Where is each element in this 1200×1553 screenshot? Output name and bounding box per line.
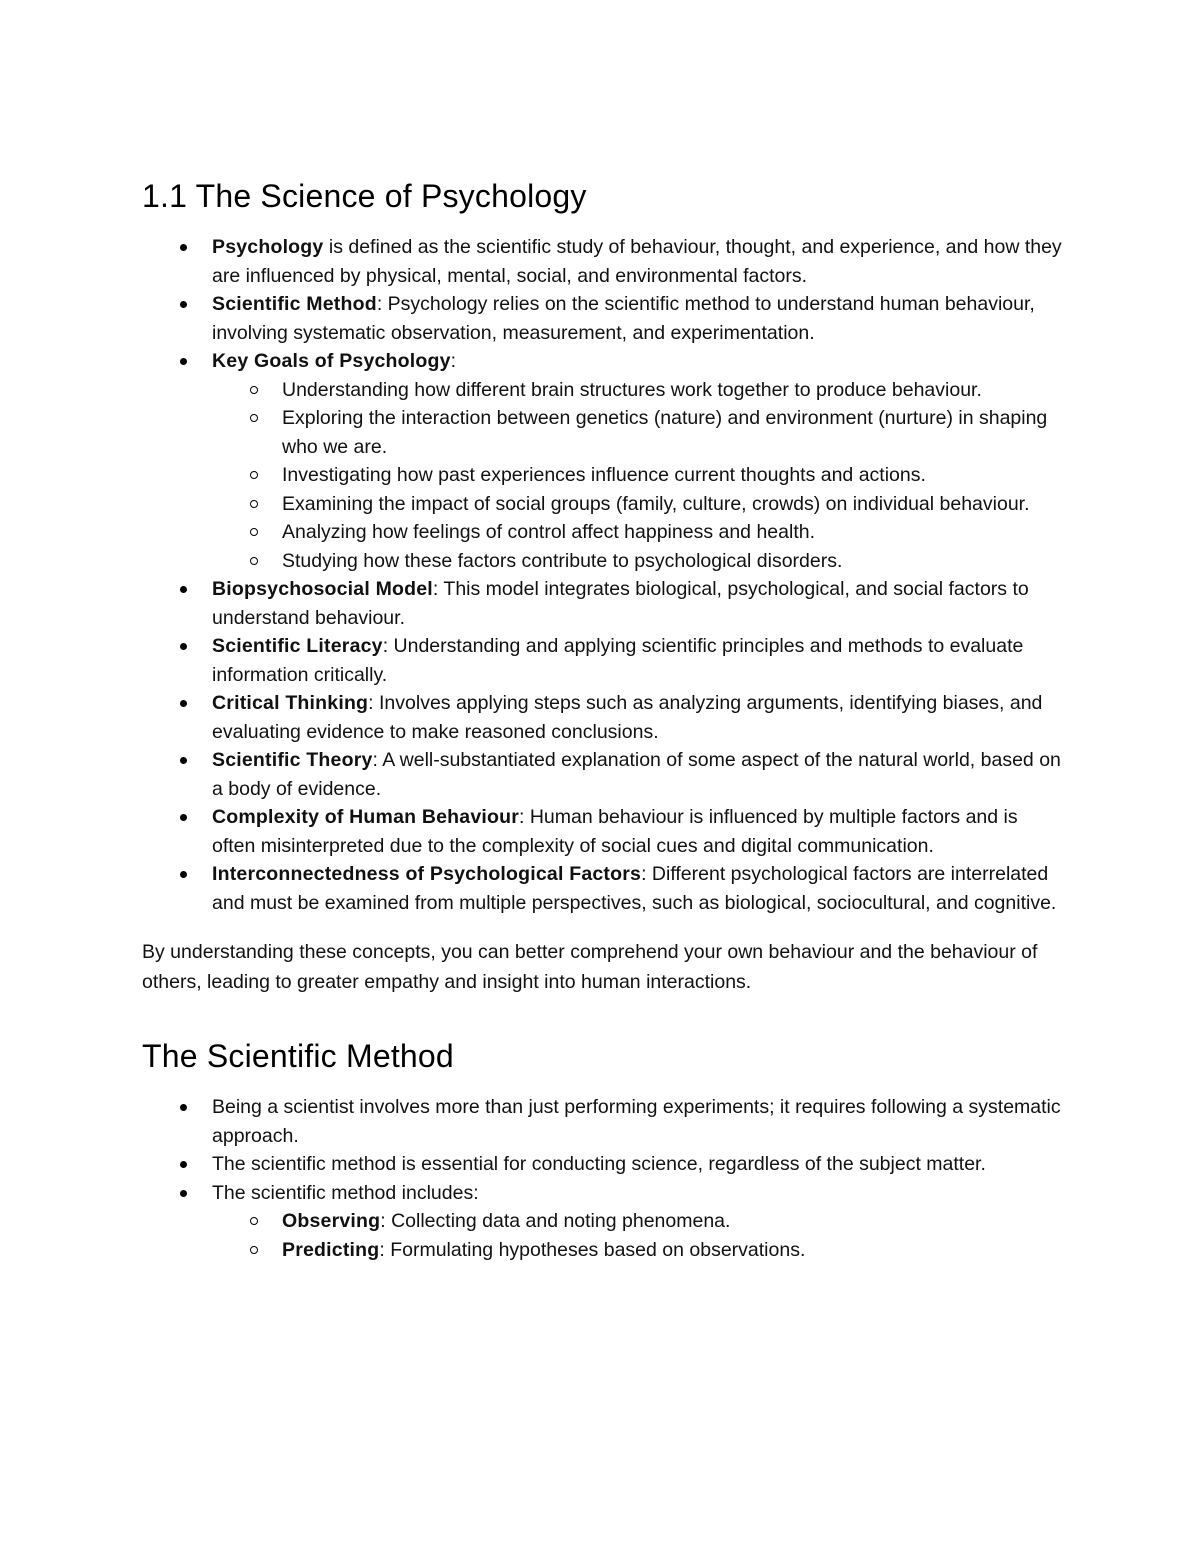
definition: : Psychology relies on the scientific method to understand human behaviour, involving systematic observation, measurement, and experimentation.	[212, 293, 1035, 344]
sub-list-item: Investigating how past experiences influence current thoughts and actions.	[212, 461, 1062, 490]
bullet-list	[142, 1093, 1062, 1264]
definition: : Formulating hypotheses based on observations.	[379, 1238, 806, 1261]
sub-list-item: Examining the impact of social groups (family, culture, crowds) on individual behaviour.	[212, 490, 1062, 519]
term: Scientific Literacy	[212, 635, 383, 657]
list-item	[142, 290, 1062, 347]
list-item	[142, 689, 1062, 746]
definition: : Human behaviour is influenced by multiple factors and is often misinterpreted due to the complexity of social cues and digital communication.	[212, 806, 1018, 857]
section-heading: The Scientific Method	[142, 1038, 454, 1074]
term: Psychology	[212, 236, 324, 258]
definition: is defined as the scientific study of behaviour, thought, and experience, and how they are influenced by physical, mental, social, and environmental factors.	[212, 236, 1062, 287]
conclusion-paragraph: By understanding these concepts, you can better comprehend your own behaviour and the behaviour of others, leading to greater empathy and insight into human interactions.	[142, 941, 1038, 993]
sub-list-item	[212, 1207, 1062, 1236]
definition: : A well-substantiated explanation of some aspect of the natural world, based on a body of evidence.	[212, 749, 1061, 800]
term: Critical Thinking	[212, 692, 369, 714]
document-page	[142, 172, 1062, 1264]
bullet-list	[142, 233, 1062, 917]
list-item	[142, 575, 1062, 632]
term: Key Goals of Psychology	[212, 350, 451, 372]
section-heading: 1.1 The Science of Psychology	[142, 178, 587, 214]
sub-list-item: Understanding how different brain structures work together to produce behaviour.	[212, 376, 1062, 405]
list-item	[142, 860, 1062, 917]
list-item	[142, 233, 1062, 290]
list-item	[142, 347, 1062, 575]
definition: : Understanding and applying scientific principles and methods to evaluate information critically.	[212, 635, 1024, 686]
term: Observing	[282, 1210, 381, 1232]
list-item	[142, 803, 1062, 860]
term: Interconnectedness of Psychological Factors	[212, 863, 642, 885]
list-item	[142, 746, 1062, 803]
term: Scientific Theory	[212, 749, 373, 771]
definition: : Involves applying steps such as analyzing arguments, identifying biases, and evaluating evidence to make reasoned conclusions.	[212, 692, 1043, 743]
sub-list-item: Analyzing how feelings of control affect happiness and health.	[212, 518, 1062, 547]
list-item: The scientific method is essential for conducting science, regardless of the subject matter.	[142, 1150, 1062, 1179]
list-item-text: The scientific method includes:	[212, 1181, 479, 1204]
definition: :	[450, 350, 457, 372]
definition: : Different psychological factors are interrelated and must be examined from multiple perspectives, such as biological, sociocultural, and cognitive.	[212, 863, 1057, 914]
sub-list-item: Exploring the interaction between genetics (nature) and environment (nurture) in shaping who we are.	[212, 404, 1062, 461]
definition: : Collecting data and noting phenomena.	[380, 1210, 731, 1232]
sub-bullet-list	[142, 376, 1062, 576]
term: Predicting	[282, 1238, 380, 1261]
sub-bullet-list	[142, 1207, 1062, 1264]
term: Biopsychosocial Model	[212, 578, 433, 600]
term: Scientific Method	[212, 293, 377, 315]
list-item	[142, 1179, 1062, 1265]
list-item	[142, 632, 1062, 689]
sub-list-item	[212, 1236, 1062, 1265]
sub-list-item: Studying how these factors contribute to psychological disorders.	[212, 547, 1062, 576]
term: Complexity of Human Behaviour	[212, 806, 520, 828]
list-item: Being a scientist involves more than just performing experiments; it requires following a systematic approach.	[142, 1093, 1062, 1150]
definition: : This model integrates biological, psychological, and social factors to understand behaviour.	[212, 578, 1029, 629]
